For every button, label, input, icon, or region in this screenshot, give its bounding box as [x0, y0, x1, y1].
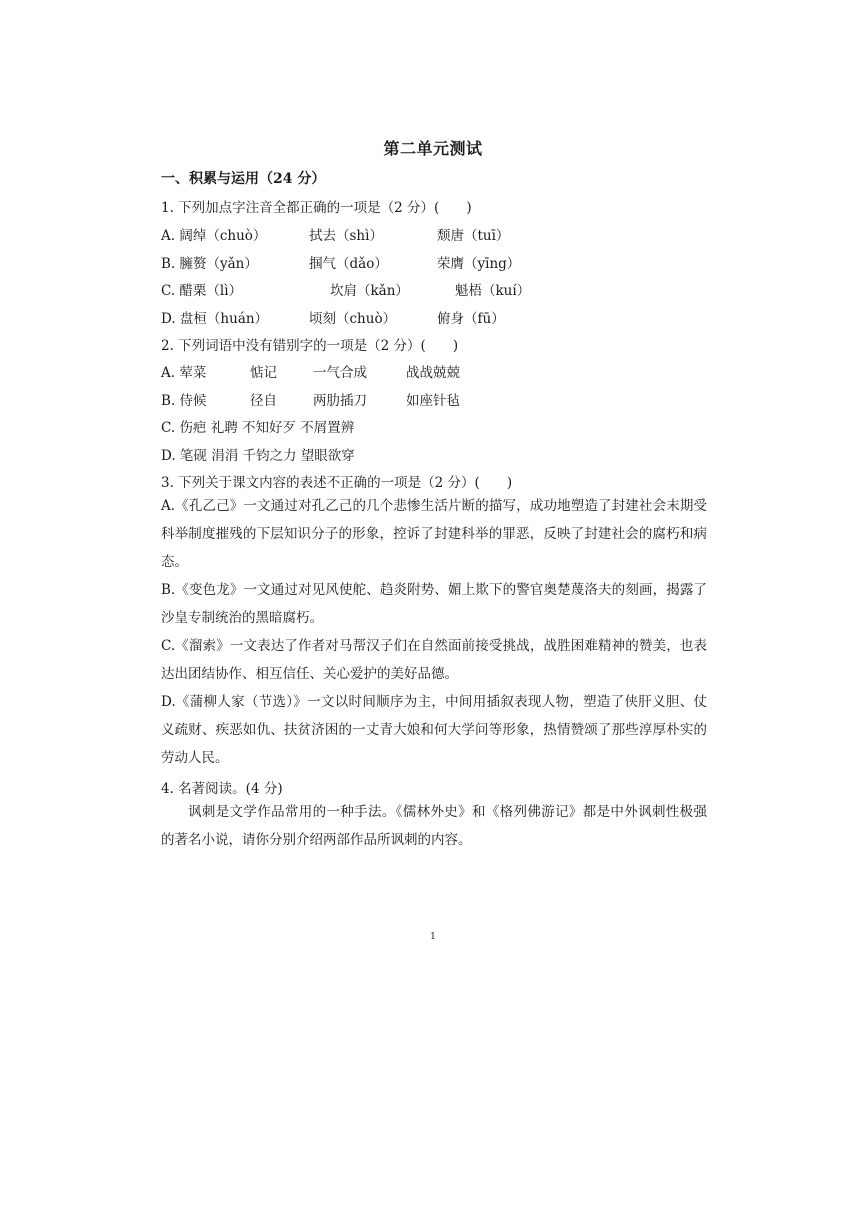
q1-option-c-item2: 坎肩（kǎn）	[330, 283, 409, 299]
section-heading: 一、积累与运用（24 分）	[161, 171, 326, 187]
q2-option-c: C. 伤疤 礼聘 不知好歹 不屑置辨	[161, 420, 355, 436]
document-title: 第二单元测试	[383, 139, 483, 158]
q1-option-d: D. 盘桓（huán）	[161, 311, 269, 327]
q2-option-a: A. 荤菜	[161, 365, 207, 381]
page-number: 1	[430, 932, 436, 942]
q4-stem: 4. 名著阅读。(4 分)	[161, 781, 283, 797]
q1-option-b-item3: 荣膺（yīng）	[437, 256, 521, 272]
q3-option-d: D.《蒲柳人家（节选）》一文以时间顺序为主，中间用插叙表现人物，塑造了侠肝义胆、仗义疏财、疾恶如仇、扶贫济困的一丈青大娘和何大学问等形象，热情赞颂了那些淳厚朴实的劳动人民。	[161, 694, 707, 766]
q2-option-d: D. 笔砚 涓涓 千钧之力 望眼欲穿	[161, 448, 355, 464]
q1-option-a: A. 阔绰（chuò）	[161, 228, 267, 244]
q2-option-b-word4: 如座针毡	[406, 393, 460, 409]
q1-option-b-item2: 掴气（dǎo）	[309, 256, 388, 272]
q2-option-b: B. 侍候	[161, 393, 207, 409]
q1-option-b: B. 臃赘（yǎn）	[161, 256, 258, 272]
q1-stem: 1. 下列加点字注音全都正确的一项是（2 分）( )	[161, 200, 472, 216]
q2-stem: 2. 下列词语中没有错别字的一项是（2 分）( )	[161, 338, 459, 354]
q1-option-d-item3: 俯身（fū）	[437, 311, 505, 327]
q3-option-a: A.《孔乙己》一文通过对孔乙己的几个悲惨生活片断的描写，成功地塑造了封建社会末期受科举制度摧残的下层知识分子的形象，控诉了封建科举的罪恶，反映了封建社会的腐朽和病态。	[161, 498, 707, 570]
q3-stem: 3. 下列关于课文内容的表述不正确的一项是（2 分）( )	[161, 475, 513, 491]
q2-option-b-word3: 两肋插刀	[313, 393, 367, 409]
q2-option-a-word3: 一气合成	[313, 365, 367, 381]
q4-body: 讽刺是文学作品常用的一种手法。《儒林外史》和《格列佛游记》都是中外讽刺性极强的著名小说，请你分别介绍两部作品所讽刺的内容。	[161, 804, 707, 848]
q1-option-a-item3: 颓唐（tuī）	[437, 228, 510, 244]
q1-option-c: C. 醋栗（lì）	[161, 283, 243, 299]
q2-option-b-word2: 径自	[250, 393, 277, 409]
q1-option-a-item2: 拭去（shì）	[309, 228, 383, 244]
q2-option-a-word4: 战战兢兢	[406, 365, 460, 381]
q2-option-a-word2: 惦记	[250, 365, 277, 381]
q3-option-b: B.《变色龙》一文通过对见风使舵、趋炎附势、媚上欺下的警官奥楚蔑洛夫的刻画，揭露了沙皇专制统治的黑暗腐朽。	[161, 582, 707, 626]
q1-option-c-item3: 魁梧（kuí）	[455, 283, 531, 299]
q1-option-d-item2: 顷刻（chuò）	[309, 311, 397, 327]
q3-option-c: C.《溜索》一文表达了作者对马帮汉子们在自然面前接受挑战，战胜困难精神的赞美，也表达出团结协作、相互信任、关心爱护的美好品德。	[161, 638, 707, 682]
